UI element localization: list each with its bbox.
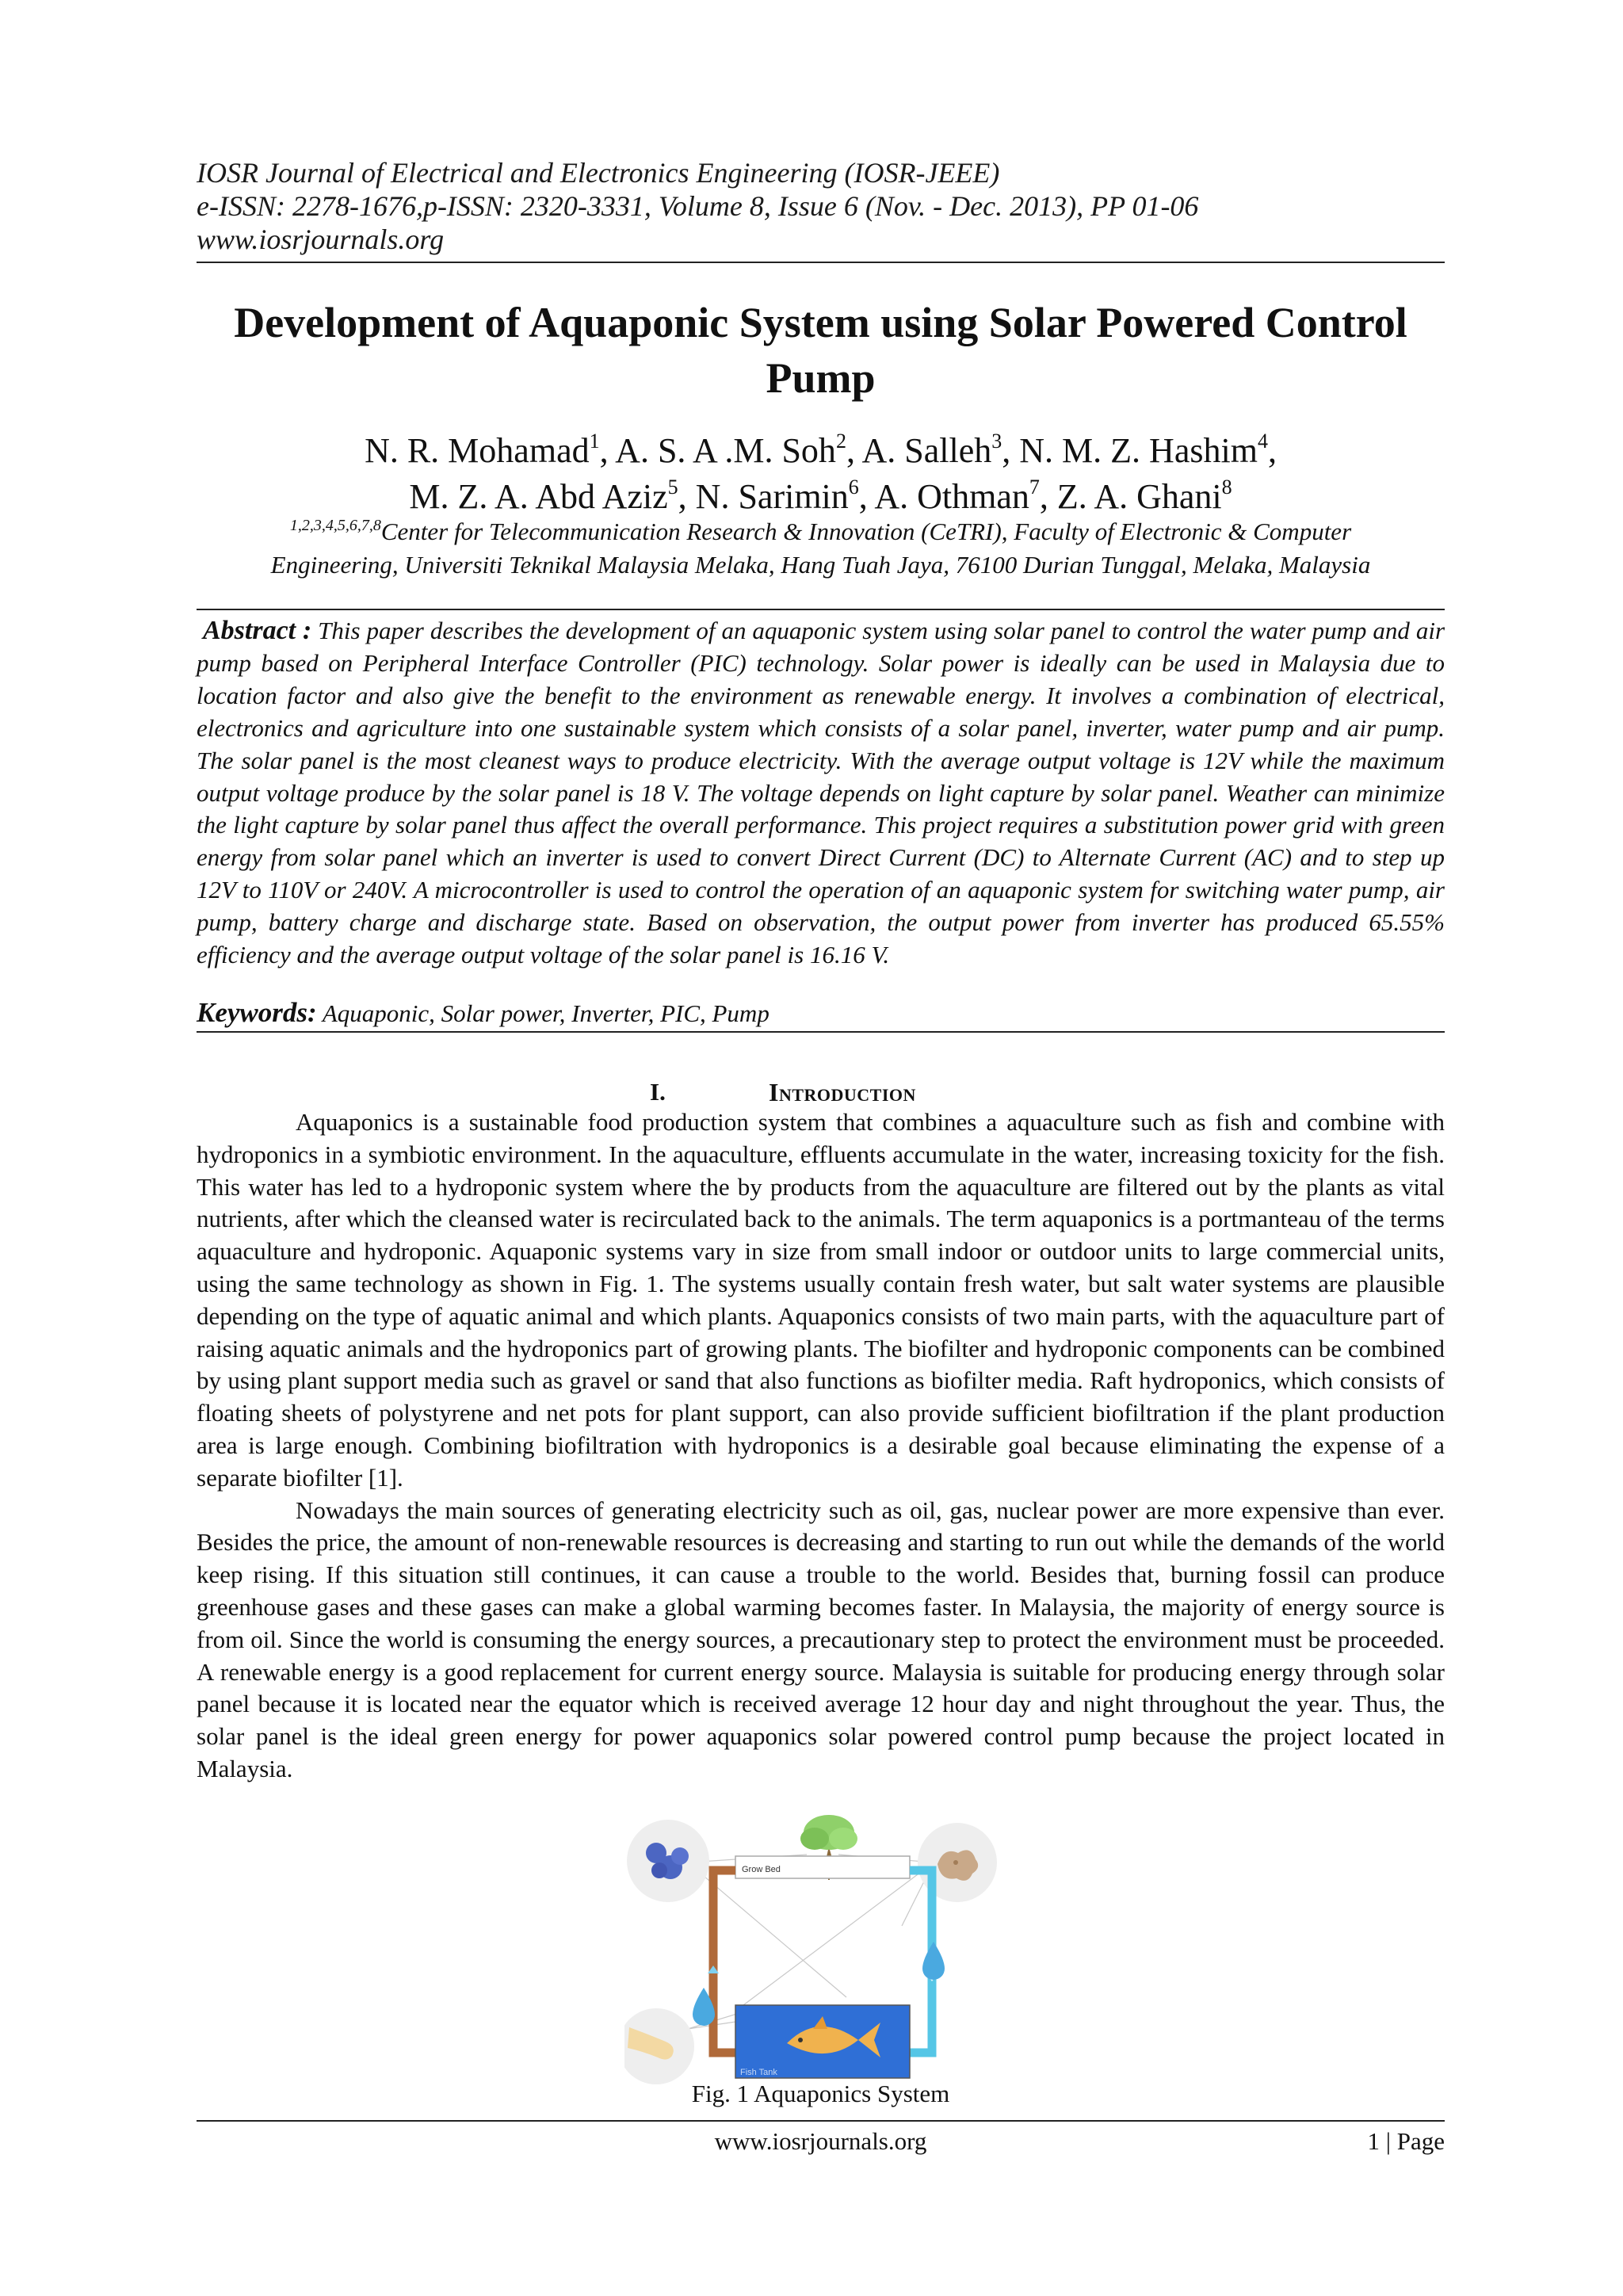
journal-url: www.iosrjournals.org bbox=[197, 223, 445, 255]
keywords bbox=[197, 997, 1445, 1030]
keywords-label: Keywords: bbox=[197, 997, 317, 1028]
footer-rule bbox=[197, 2120, 1445, 2122]
author-separator: , bbox=[1267, 431, 1277, 470]
fish-tank-label: Fish Tank bbox=[740, 2068, 777, 2077]
connector-lines bbox=[688, 1855, 934, 2029]
footer-url: www.iosrjournals.org bbox=[714, 2127, 927, 2155]
journal-issn: e-ISSN: 2278-1676,p-ISSN: 2320-3331, Volume 8, Issue 6 (Nov. - Dec. 2013), PP 01-06 bbox=[197, 190, 1199, 222]
abstract bbox=[197, 615, 1445, 972]
header-rule bbox=[197, 262, 1445, 263]
author-name: N. R. Mohamad bbox=[365, 431, 590, 470]
section-body bbox=[197, 1106, 1445, 1786]
abstract-bottom-rule bbox=[197, 1031, 1445, 1033]
author-superscript: 5 bbox=[667, 476, 678, 499]
author-superscript: 8 bbox=[1221, 476, 1232, 499]
aquaponics-figure bbox=[624, 1815, 1021, 2084]
bacteria-circle bbox=[627, 1820, 709, 1902]
keywords-text: Aquaponic, Solar power, Inverter, PIC, Pump bbox=[322, 999, 769, 1027]
author-superscript: 2 bbox=[835, 430, 846, 453]
author-name: A. Othman bbox=[874, 477, 1029, 516]
author-superscript: 3 bbox=[991, 430, 1002, 453]
journal-header bbox=[197, 156, 1445, 256]
author-separator: , bbox=[846, 431, 862, 470]
section-title: Introduction bbox=[769, 1078, 916, 1106]
affiliation-text: Center for Telecommunication Research & Innovation (CeTRI), Faculty of Electronic & Computer bbox=[380, 518, 1352, 545]
abstract-text: This paper describes the development of an aquaponic system using solar panel to control the water pump and air pump based on Peripheral Interface Controller (PIC) technology. Solar power is ideally can be used in Malaysia due to location factor and also give the benefit to the environment as renewable energy. It involves a combination of electrical, electronics and agriculture into one sustainable system which consists of a solar panel, inverter, water pump and air pump. The solar panel is the most cleanest ways to produce electricity. With the average output voltage is 12V while the maximum output voltage produce by the solar panel is 18 V. The voltage depends on light capture by solar panel. Weather can minimize the light capture by solar panel thus affect the overall performance. This project requires a substitution power grid with green energy from solar panel which an inverter is used to convert Direct Current (DC) to Alternate Current (AC) and to step up 12V to 110V or 240V. A microcontroller is used to control the operation of an aquaponic system for switching water pump, air pump, battery charge and discharge state. Based on observation, the output power from inverter has produced 65.55% efficiency and the average output voltage of the solar panel is 16.16 V. bbox=[197, 617, 1445, 969]
authors-line bbox=[197, 428, 1445, 474]
section-number: I. bbox=[650, 1078, 666, 1106]
page-number: 1 | Page bbox=[1367, 2127, 1445, 2155]
water-droplet-icon bbox=[922, 1942, 945, 1980]
affiliation bbox=[197, 515, 1445, 582]
grow-bed-label: Grow Bed bbox=[742, 1865, 781, 1874]
journal-name: IOSR Journal of Electrical and Electronics Engineering (IOSR-JEEE) bbox=[197, 157, 1000, 189]
author-separator: , bbox=[678, 477, 696, 516]
paper-title bbox=[197, 295, 1445, 406]
author-separator: , bbox=[599, 431, 616, 470]
abstract-label: Abstract : bbox=[202, 616, 312, 645]
abstract-top-rule bbox=[197, 609, 1445, 610]
author-name: A. Salleh bbox=[861, 431, 992, 470]
author-name: M. Z. A. Abd Aziz bbox=[409, 477, 668, 516]
affiliation-text: Engineering, Universiti Teknikal Malaysia Melaka, Hang Tuah Jaya, 76100 Durian Tunggal, Melaka, Malaysia bbox=[270, 551, 1371, 579]
author-separator: , bbox=[858, 477, 875, 516]
author-superscript: 7 bbox=[1029, 476, 1040, 499]
author-superscript: 6 bbox=[848, 476, 859, 499]
author-name: N. M. Z. Hashim bbox=[1019, 431, 1258, 470]
title-line: Pump bbox=[766, 354, 876, 402]
title-line: Development of Aquaponic System using Solar Powered Control bbox=[234, 299, 1407, 346]
author-separator: , bbox=[1039, 477, 1057, 516]
affiliation-superscript: 1,2,3,4,5,6,7,8 bbox=[289, 517, 381, 534]
author-superscript: 1 bbox=[589, 430, 600, 453]
author-name: A. S. A .M. Soh bbox=[615, 431, 836, 470]
paragraph: Nowadays the main sources of generating electricity such as oil, gas, nuclear power are more expensive than ever. Besides the price, the amount of non-renewable resources is decreasing and starting to run out while the demands of the world keep rising. If this situation still continues, it can cause a trouble to the world. Besides that, burning fossil can produce greenhouse gases and these gases can make a global warming becomes faster. In Malaysia, the majority of energy source is from oil. Since the world is consuming the energy sources, a precautionary step to protect the environment must be proceeded. A renewable energy is a good replacement for current energy source. Malaysia is suitable for producing energy through solar panel because it is located near the equator which is received average 12 hour day and night throughout the year. Thus, the solar panel is the ideal green energy for power aquaponics solar powered control pump because the project located in Malaysia. bbox=[197, 1496, 1445, 1782]
paragraph: Aquaponics is a sustainable food production system that combines a aquaculture such as fish and combine with hydroponics in a symbiotic environment. In the aquaculture, effluents accumulate in the water, increasing toxicity for the fish. This water has led to a hydroponic system where the by products from the aquaculture are filtered out by the plants as vital nutrients, after which the cleansed water is recirculated back to the animals. The term aquaponics is a portmanteau of the terms aquaculture and hydroponic. Aquaponic systems vary in size from small indoor or outdoor units to large commercial units, using the same technology as shown in Fig. 1. The systems usually contain fresh water, but salt water systems are plausible depending on the type of aquatic animal and which plants. Aquaponics consists of two main parts, with the aquaculture part of raising aquatic animals and the hydroponics part of growing plants. The biofilter and hydroponic components can be combined by using plant support media such as gravel or sand that also functions as biofilter media. Raft hydroponics, which consists of floating sheets of polystyrene and net pots for plant support, can also provide sufficient biofiltration if the plant production area is large enough. Combining biofiltration with hydroponics is a desirable goal because eliminating the expense of a separate biofilter [1]. bbox=[197, 1108, 1445, 1492]
author-separator: , bbox=[1002, 431, 1020, 470]
return-pipe bbox=[713, 1870, 735, 2053]
author-name: N. Sarimin bbox=[695, 477, 849, 516]
grow-bed bbox=[735, 1856, 910, 1878]
author-name: Z. A. Ghani bbox=[1056, 477, 1222, 516]
figure-caption: Fig. 1 Aquaponics System bbox=[691, 2080, 950, 2107]
author-superscript: 4 bbox=[1257, 430, 1268, 453]
authors-line bbox=[197, 474, 1445, 520]
author-list bbox=[197, 428, 1445, 520]
hand-circle bbox=[624, 2008, 694, 2084]
